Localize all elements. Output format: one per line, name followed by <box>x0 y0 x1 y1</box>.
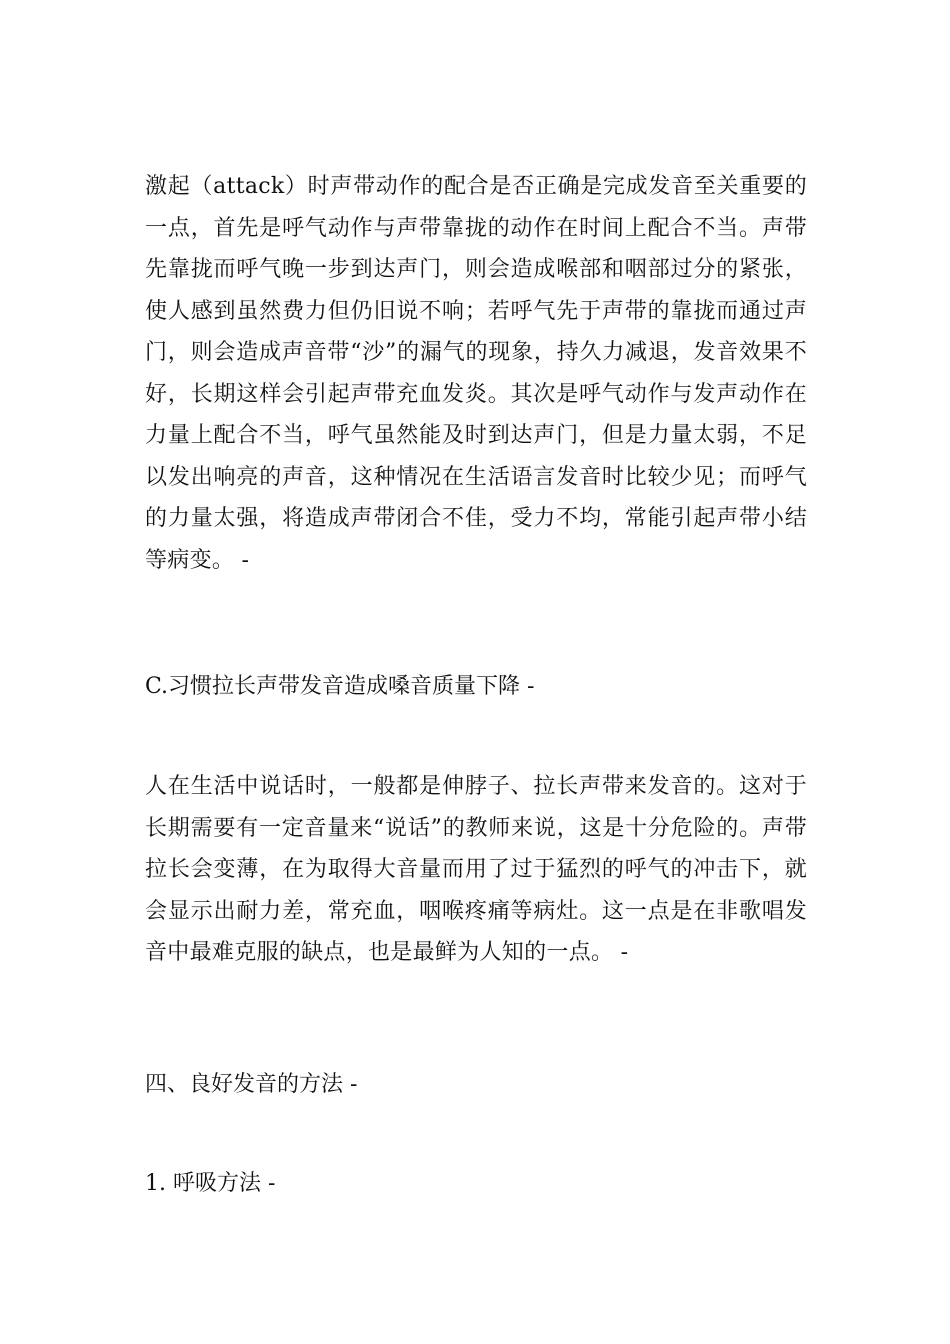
paragraph-vocal-stretch: 人在生活中说话时，一般都是伸脖子、拉长声带来发音的。这对于长期需要有一定音量来“说话”的教师来说，这是十分危险的。声带拉长会变薄，在为取得大音量而用了过于猛烈的呼气的冲击下，就会显示出耐力差，常充血，咽喉疼痛等病灶。这一点是在非歌唱发音中最难克服的缺点，也是最鲜为人知的一点。 - <box>145 774 807 965</box>
subheading-1: 1. 呼吸方法 - <box>145 1171 276 1196</box>
section-heading-4: 四、良好发音的方法 - <box>145 1072 358 1097</box>
subheading-c: C.习惯拉长声带发音造成嗓音质量下降 - <box>145 674 535 699</box>
paragraph-attack: 激起（attack）时声带动作的配合是否正确是完成发音至关重要的一点，首先是呼气动作与声带靠拢的动作在时间上配合不当。声带先靠拢而呼气晚一步到达声门，则会造成喉部和咽部过分的紧张，使人感到虽然费力但仍旧说不响；若呼气先于声带的靠拢而通过声门，则会造成声音带“沙”的漏气的现象，持久力减退，发音效果不好，长期这样会引起声带充血发炎。其次是呼气动作与发声动作在力量上配合不当，呼气虽然能及时到达声门，但是力量太弱，不足以发出响亮的声音，这种情况在生活语言发音时比较少见；而呼气的力量太强，将造成声带闭合不佳，受力不均，常能引起声带小结等病变。 - <box>145 174 807 573</box>
